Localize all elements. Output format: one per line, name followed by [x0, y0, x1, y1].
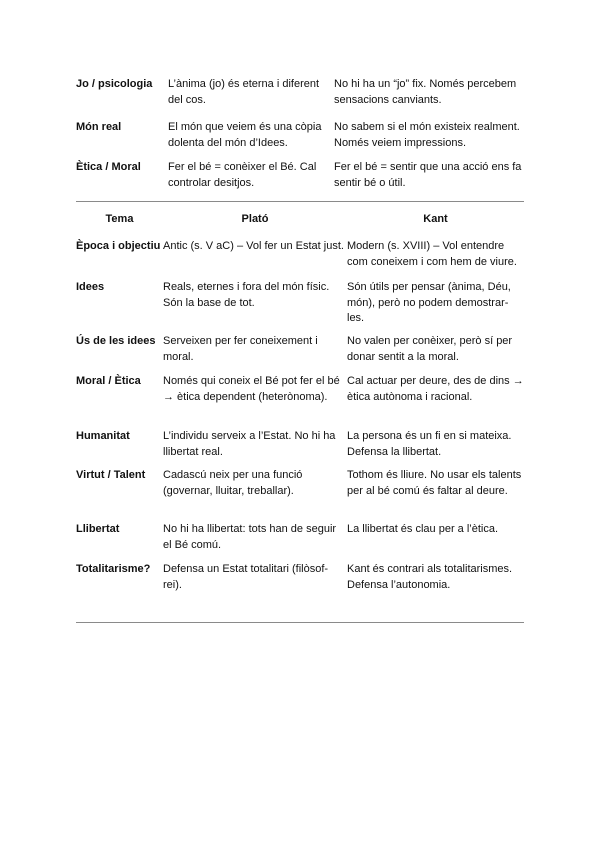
kant-cell: La persona és un fi en si mateixa. Defensa la llibertat. [347, 430, 512, 458]
row-topic: Llibertat [76, 523, 120, 535]
table-header [76, 211, 524, 239]
table-row [76, 280, 524, 334]
table-row [76, 468, 524, 522]
header-kant: Kant [423, 213, 448, 225]
row-topic: Jo / psicologia [76, 78, 153, 90]
table-row [76, 562, 524, 602]
row-topic: Totalitarisme? [76, 563, 151, 575]
table-row [76, 239, 524, 280]
plato-cell: L’ànima (jo) és eterna i diferent del cos. [168, 78, 320, 106]
row-topic: Ús de les idees [76, 335, 156, 347]
kant-cell: Modern (s. XVIII) – Vol entendre com coneixem i com hem de viure. [347, 240, 517, 268]
plato-cell: Fer el bé = conèixer el Bé. Cal controlar desitjos. [168, 161, 317, 189]
horizontal-rule [76, 201, 524, 202]
table-row [76, 119, 524, 159]
kant-cell: La llibertat és clau per a l’ètica. [347, 523, 499, 535]
kant-cell: No hi ha un “jo” fix. Només percebem sensacions canviants. [334, 78, 517, 106]
plato-kant-table [76, 211, 524, 602]
plato-cell: Reals, eternes i fora del món físic. Són la base de tot. [163, 281, 330, 309]
table-row [76, 159, 524, 199]
table-row [76, 522, 524, 562]
row-topic: Món real [76, 121, 122, 133]
kant-cell: Fer el bé = sentir que una acció ens fa sentir bé o útil. [334, 161, 522, 189]
table-row [76, 334, 524, 374]
top-comparison-table [76, 76, 524, 199]
row-topic: Humanitat [76, 430, 130, 442]
kant-cell: No valen per conèixer, però sí per donar sentit a la moral. [347, 335, 513, 363]
plato-cell: El món que veiem és una còpia dolenta del món d’Idees. [168, 121, 322, 149]
table-row [76, 374, 524, 429]
kant-cell: Tothom és lliure. No usar els talents per al bé comú és faltar al deure. [347, 469, 522, 497]
row-topic: Ètica / Moral [76, 161, 141, 173]
kant-cell: Són útils per pensar (ànima, Déu, món), però no podem demostrar-les. [347, 281, 511, 324]
plato-cell: Antic (s. V aC) – Vol fer un Estat just. [163, 240, 344, 252]
kant-cell: Cal actuar per deure, des de dins → ètica autònoma i racional. [347, 375, 524, 403]
row-topic: Virtut / Talent [76, 469, 146, 481]
table-row [76, 429, 524, 468]
row-topic: Època i objectiu [76, 240, 161, 252]
kant-cell: Kant és contrari als totalitarismes. Defensa l’autonomia. [347, 563, 513, 591]
plato-cell: Cadascú neix per una funció (governar, lluitar, treballar). [163, 469, 303, 497]
plato-cell: L’individu serveix a l’Estat. No hi ha llibertat real. [163, 430, 336, 458]
horizontal-rule [76, 622, 524, 623]
plato-cell: Serveixen per fer coneixement i moral. [163, 335, 318, 363]
header-tema: Tema [105, 213, 134, 225]
plato-cell: No hi ha llibertat: tots han de seguir el Bé comú. [163, 523, 337, 551]
header-plato: Plató [241, 213, 269, 225]
plato-cell: Només qui coneix el Bé pot fer el bé → ètica dependent (heterònoma). [163, 375, 340, 403]
plato-cell: Defensa un Estat totalitari (filòsof-rei). [163, 563, 329, 591]
row-topic: Idees [76, 281, 105, 293]
kant-cell: No sabem si el món existeix realment. Només veiem impressions. [334, 121, 520, 149]
table-row [76, 76, 524, 119]
row-topic: Moral / Ètica [76, 375, 141, 387]
